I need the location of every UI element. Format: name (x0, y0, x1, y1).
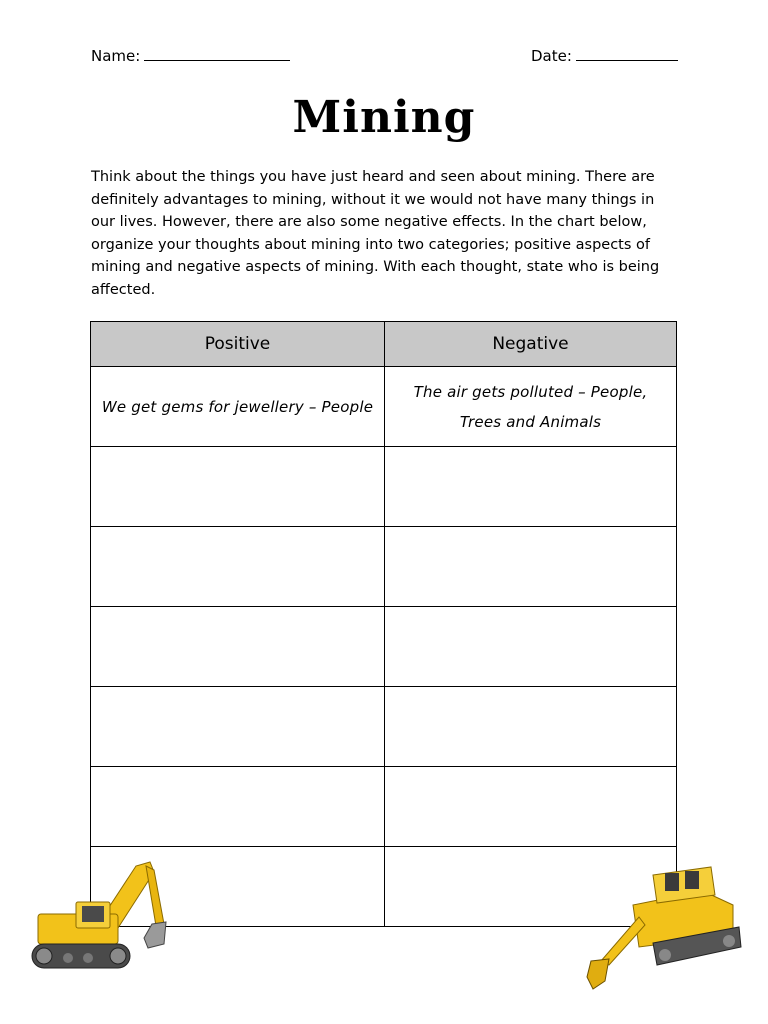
negative-cell[interactable] (385, 447, 677, 527)
table-row (91, 527, 677, 607)
mining-chart-table (90, 321, 677, 927)
negative-cell[interactable] (385, 607, 677, 687)
negative-cell[interactable] (385, 687, 677, 767)
positive-cell[interactable] (91, 447, 385, 527)
excavator-image (28, 858, 168, 973)
negative-column-header: Negative (385, 322, 677, 367)
table-row (91, 447, 677, 527)
date-field (531, 46, 678, 65)
table-row (91, 367, 677, 447)
name-field (91, 46, 290, 65)
date-label: Date: (531, 47, 572, 65)
table-header-row (91, 322, 677, 367)
page-title: Mining (292, 92, 476, 143)
negative-cell[interactable]: The air gets polluted – People, Trees and Animals (385, 367, 677, 447)
table-row (91, 607, 677, 687)
negative-cell[interactable] (385, 527, 677, 607)
name-blank-line[interactable] (144, 46, 290, 61)
positive-cell[interactable] (91, 767, 385, 847)
positive-column-header: Positive (91, 322, 385, 367)
date-blank-line[interactable] (576, 46, 678, 61)
negative-cell[interactable] (385, 767, 677, 847)
name-label: Name: (91, 47, 141, 65)
bulldozer-image (583, 865, 743, 993)
table-row (91, 687, 677, 767)
table-row (91, 767, 677, 847)
positive-cell[interactable] (91, 687, 385, 767)
instructions-paragraph: Think about the things you have just heard and seen about mining. There are definitely advantages to mining, without it we would not have many things in our lives. However, there are also some negative effects. In the chart below, organize your thoughts about mining into two categories; positive aspects of mining and negative aspects of mining. With each thought, state who is being affected. (91, 169, 660, 298)
positive-cell[interactable] (91, 607, 385, 687)
positive-cell[interactable]: We get gems for jewellery – People (91, 367, 385, 447)
positive-cell[interactable] (91, 527, 385, 607)
